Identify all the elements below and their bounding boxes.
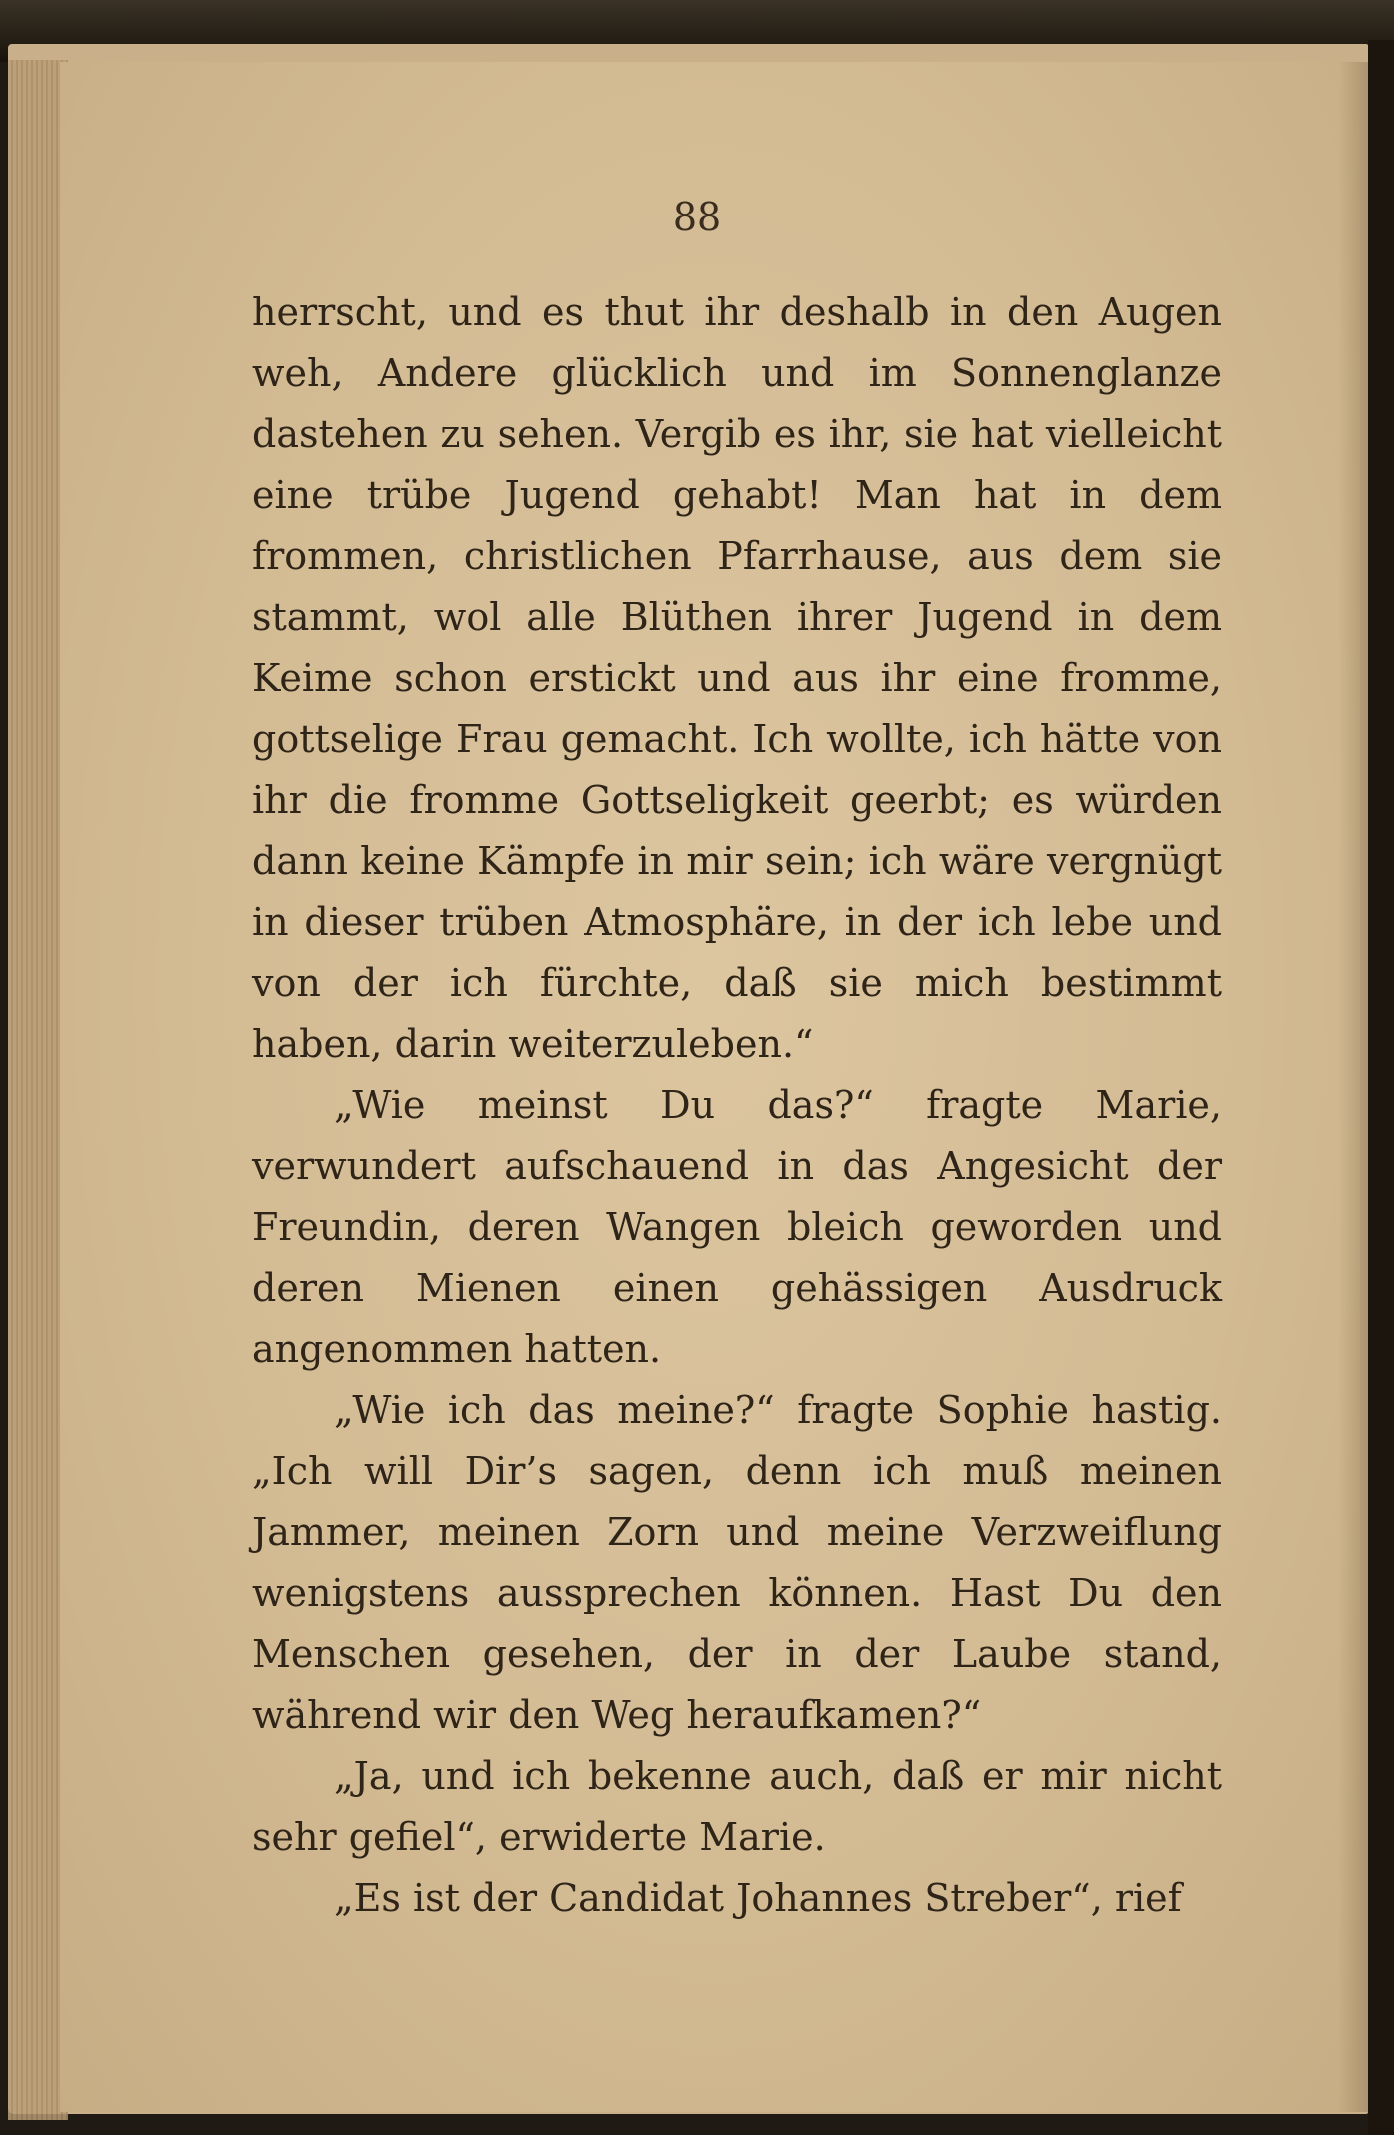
paragraph: „Es ist der Candidat Johannes Streber“, rief: [334, 1876, 1182, 1920]
paragraph: „Ja, und ich bekenne auch, daß er mir nicht sehr gefiel“, erwiderte Marie.: [252, 1754, 1222, 1859]
paragraph: „Wie ich das meine?“ fragte Sophie hastig. „Ich will Dir’s sagen, denn ich muß meinen Jammer, meinen Zorn und meine Verzweiflung wenigstens aussprechen können. Hast Du den Menschen gesehen, der in der Laube stand, während wir den Weg heraufkamen?“: [252, 1388, 1222, 1737]
text-column: [252, 282, 1222, 1929]
page-edges: [8, 60, 68, 2120]
page-gutter-shadow: [1338, 62, 1368, 2112]
book-binding-edge: [1368, 40, 1394, 2135]
paragraph: „Wie meinst Du das?“ fragte Marie, verwundert aufschauend in das Angesicht der Freundin, deren Wangen bleich geworden und deren Mienen einen gehässigen Ausdruck angenommen hatten.: [252, 1083, 1222, 1371]
paragraph: herrscht, und es thut ihr deshalb in den Augen weh, Andere glücklich und im Sonnenglanze dastehen zu sehen. Vergib es ihr, sie hat vielleicht eine trübe Jugend gehabt! Man hat in dem frommen, christlichen Pfarrhause, aus dem sie stammt, wol alle Blüthen ihrer Jugend in dem Keime schon erstickt und aus ihr eine fromme, gottselige Frau gemacht. Ich wollte, ich hätte von ihr die fromme Gottseligkeit geerbt; es würden dann keine Kämpfe in mir sein; ich wäre vergnügt in dieser trüben Atmosphäre, in der ich lebe und von der ich fürchte, daß sie mich bestimmt haben, darin weiterzuleben.“: [252, 290, 1222, 1066]
page-number: 88: [672, 195, 722, 239]
